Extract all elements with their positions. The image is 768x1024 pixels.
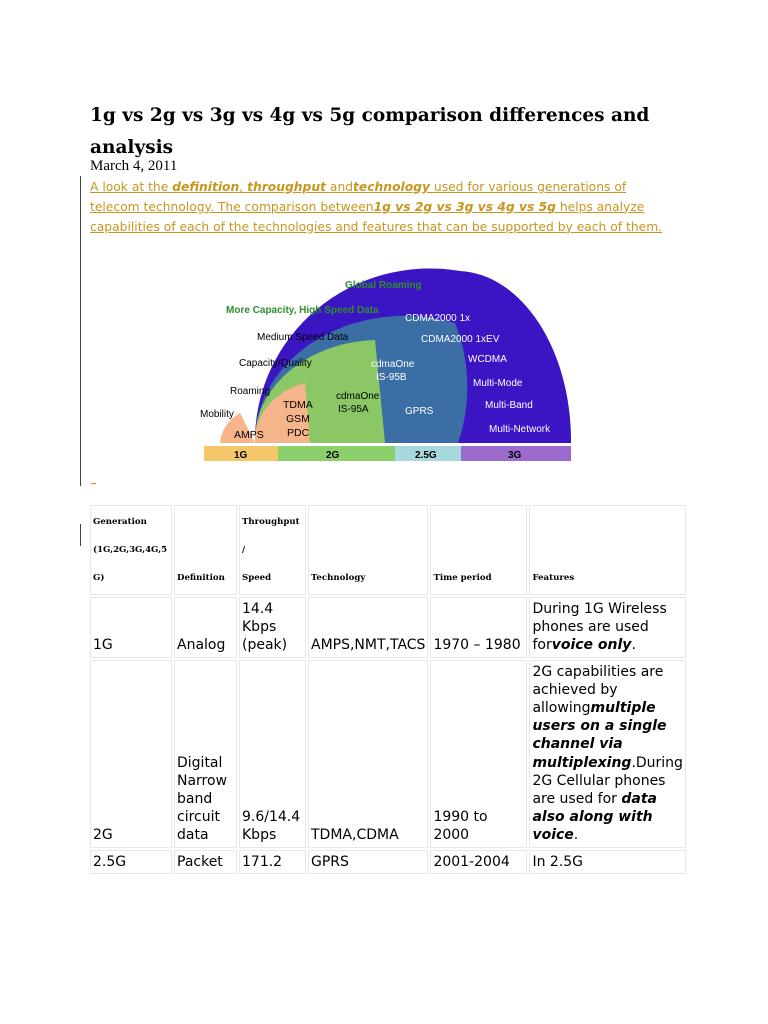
cell-features: [529, 597, 685, 658]
feature-more-capacity: More Capacity, High Speed Data: [226, 305, 379, 316]
header-generation: [90, 505, 172, 595]
header-text: /: [242, 545, 246, 555]
intro-text: and: [326, 180, 354, 194]
intro-text: ,: [239, 180, 248, 194]
cursor-bar: [80, 524, 81, 546]
features-text: 2G capabilities are achieved by allowing: [532, 663, 664, 717]
header-throughput: [239, 505, 306, 595]
header-text: G): [93, 573, 105, 583]
intro-text: helps analyze capabilities of each of the technologies and features that can be supported by each of them.: [90, 199, 663, 234]
left-margin-bar: [80, 176, 81, 486]
article-date: March 4, 2011: [90, 158, 178, 174]
header-text: Throughput: [242, 517, 300, 527]
cell-generation: 2.5G: [90, 850, 172, 874]
band-3g-label: Multi-Band: [485, 400, 533, 411]
band-1g-label: AMPS: [234, 429, 264, 441]
header-text: (1G,2G,3G,4G,5: [93, 545, 168, 555]
band-2g-outer-label: IS-95A: [338, 404, 369, 415]
cell-time-period: 1970 – 1980: [430, 597, 527, 658]
band-3g-label: WCDMA: [468, 354, 507, 365]
generations-diagram: [200, 268, 575, 463]
intro-keyword: technology: [353, 180, 430, 194]
table-header-row: [90, 505, 686, 595]
cell-throughput: 14.4 Kbps (peak): [239, 597, 306, 658]
features-emphasis: data also along with voice: [532, 791, 657, 844]
band-2g-label: GSM: [286, 413, 310, 425]
cell-features: [529, 660, 685, 848]
cell-throughput: 9.6/14.4 Kbps: [239, 660, 306, 848]
axis-1g-label: 1G: [234, 450, 248, 461]
feature-mobility: Mobility: [200, 409, 234, 420]
header-text: Speed: [242, 573, 272, 583]
cell-time-period: 2001-2004: [430, 850, 527, 874]
band-25g-label: IS-95B: [376, 372, 407, 383]
band-2g-label: TDMA: [283, 399, 313, 411]
table-row: [90, 660, 686, 848]
features-text: During 1G Wireless phones are used for: [532, 601, 667, 654]
cell-technology: TDMA,CDMA: [308, 660, 428, 848]
header-definition: Definition: [174, 505, 237, 595]
cell-definition: Packet: [174, 850, 237, 874]
features-text: .: [573, 827, 579, 844]
generation-comparison-table: [88, 503, 688, 876]
cell-definition: Analog: [174, 597, 237, 658]
table-row: [90, 597, 686, 658]
cell-generation: 1G: [90, 597, 172, 658]
header-technology: Technology: [308, 505, 428, 595]
intro-text: used for various generations of telecom technology. The comparison between: [90, 180, 627, 214]
cell-features: In 2.5G: [529, 850, 685, 874]
feature-capacity: Capacity/Quality: [239, 358, 312, 369]
cell-definition: Digital Narrow band circuit data: [174, 660, 237, 848]
table-row: [90, 850, 686, 874]
features-emphasis: voice only: [551, 637, 632, 654]
feature-global-roaming: Global Roaming: [345, 280, 422, 291]
features-text: .During 2G Cellular phones are used for: [532, 754, 683, 808]
band-3g-label: Multi-Network: [489, 424, 551, 435]
features-text: .: [631, 637, 636, 654]
intro-text: A look at the: [90, 180, 173, 194]
article-title: 1g vs 2g vs 3g vs 4g vs 5g comparison differences and analysis: [90, 105, 650, 158]
intro-keyword: throughput: [247, 180, 326, 194]
header-text: Generation: [93, 517, 147, 527]
band-25g-label: cdmaOne: [371, 359, 415, 370]
header-features: Features: [529, 505, 685, 595]
cell-technology: GPRS: [308, 850, 428, 874]
band-2g-label: PDC: [287, 427, 310, 439]
cell-throughput: 171.2: [239, 850, 306, 874]
cell-generation: 2G: [90, 660, 172, 848]
cell-technology: AMPS,NMT,TACS: [308, 597, 428, 658]
image-caption-link[interactable]: _: [91, 474, 96, 485]
features-emphasis: multiple users on a single channel via multiplexing: [532, 700, 667, 771]
feature-medium-speed: Medium Speed Data: [257, 332, 349, 343]
intro-link[interactable]: [90, 178, 675, 237]
band-2g-outer-label: cdmaOne: [336, 391, 380, 402]
axis-3g-label: 3G: [508, 450, 522, 461]
axis-2g-label: 2G: [326, 450, 340, 461]
band-25g-label: GPRS: [405, 406, 434, 417]
band-3g-label: CDMA2000 1xEV: [421, 334, 500, 345]
cell-time-period: 1990 to 2000: [430, 660, 527, 848]
header-time-period: Time period: [430, 505, 527, 595]
feature-roaming: Roaming: [230, 386, 271, 397]
band-3g-label: Multi-Mode: [473, 378, 523, 389]
axis-25g-label: 2.5G: [415, 450, 437, 461]
intro-keyword: 1g vs 2g vs 3g vs 4g vs 5g: [373, 199, 556, 214]
intro-keyword: definition: [172, 180, 240, 194]
band-3g-label: CDMA2000 1x: [405, 313, 471, 324]
